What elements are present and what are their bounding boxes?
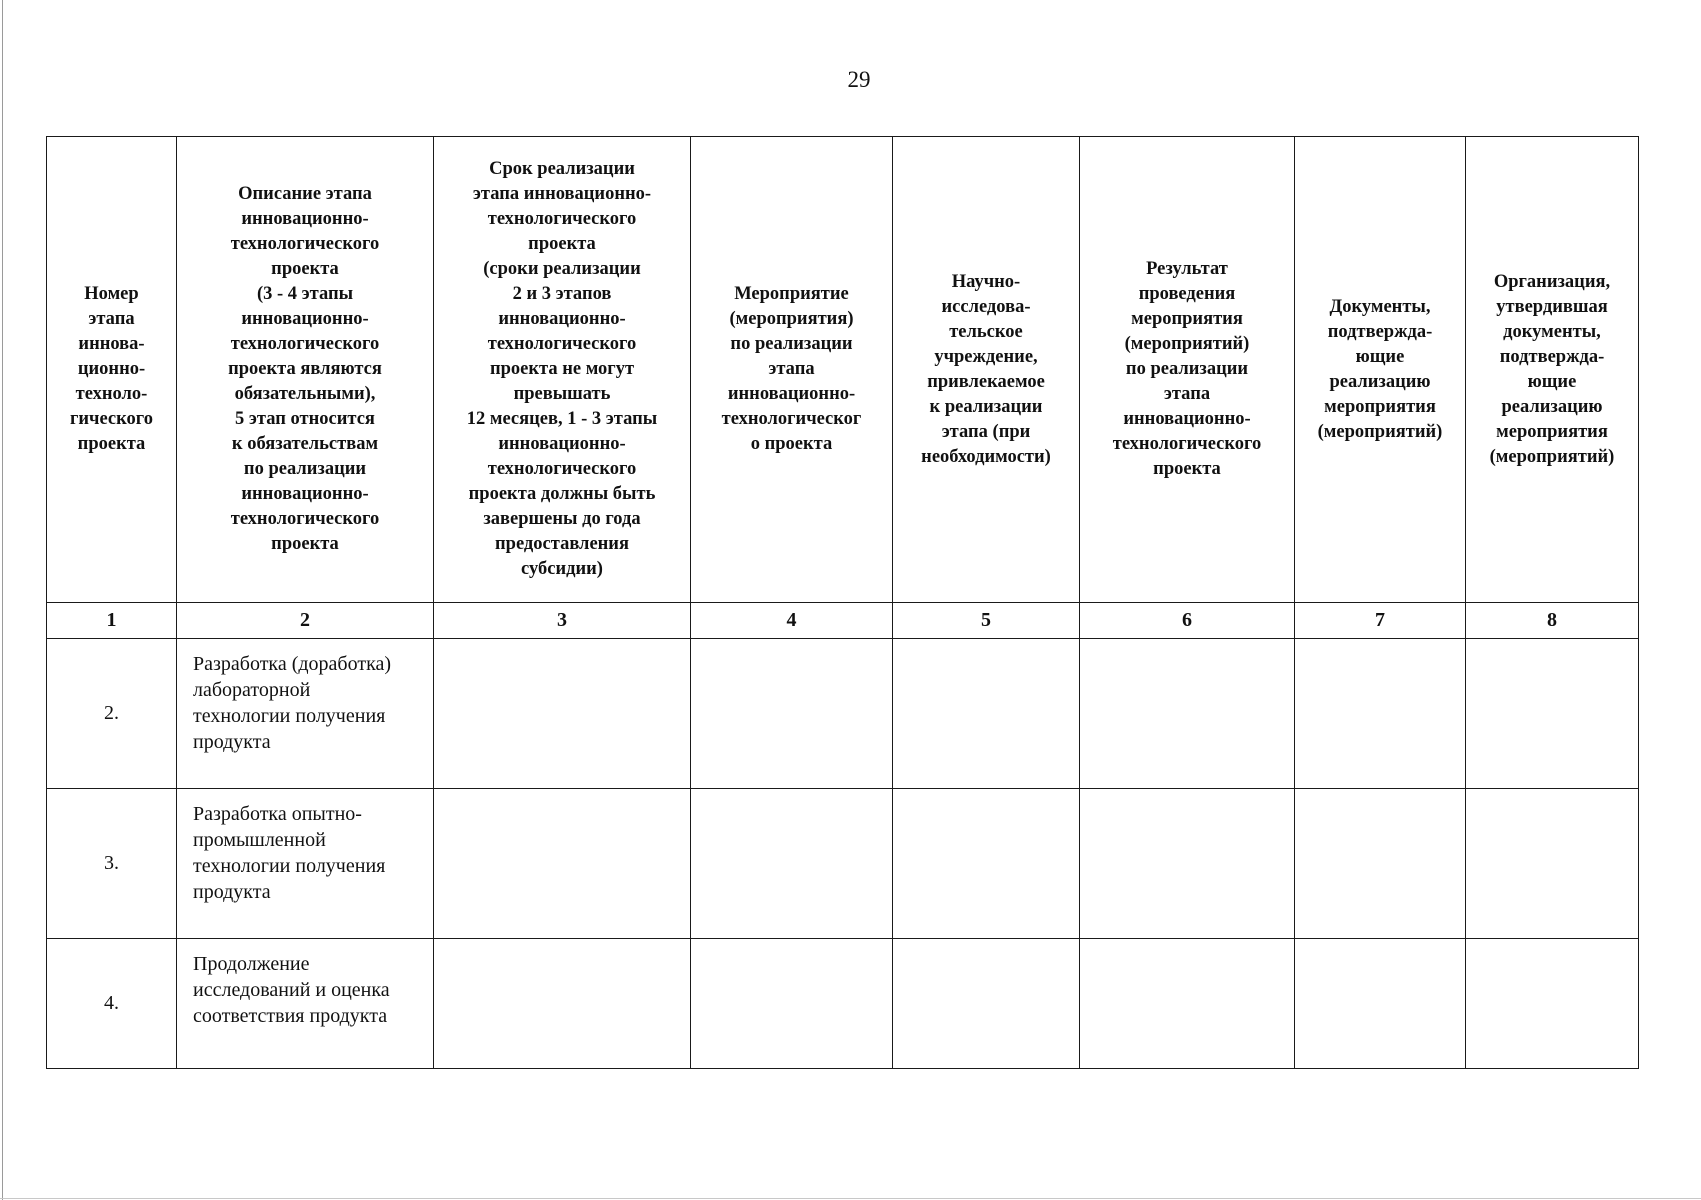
- column-number: 2: [177, 603, 434, 639]
- header-research-institution: Научно- исследова- тельское учреждение, привлекаемое к реализации этапа (при необходимости): [893, 137, 1080, 603]
- stage-description-cell: Разработка опытно- промышленной технологии получения продукта: [177, 789, 434, 939]
- empty-cell: [691, 939, 893, 1069]
- empty-cell: [434, 939, 691, 1069]
- column-number: 3: [434, 603, 691, 639]
- empty-cell: [691, 789, 893, 939]
- stage-description-cell: Разработка (доработка) лабораторной технологии получения продукта: [177, 639, 434, 789]
- empty-cell: [1466, 639, 1639, 789]
- header-approving-organization: Организация, утвердившая документы, подтвержда- ющие реализацию мероприятия (мероприятий): [1466, 137, 1639, 603]
- column-number: 5: [893, 603, 1080, 639]
- scan-edge-bottom: [0, 1198, 1701, 1199]
- project-stages-table: [46, 136, 1639, 1069]
- page-number: 29: [847, 67, 871, 92]
- empty-cell: [1295, 789, 1466, 939]
- empty-cell: [1080, 939, 1295, 1069]
- column-number-row: [47, 603, 1639, 639]
- header-stage-number: Номер этапа иннова- ционно- техноло- гического проекта: [47, 137, 177, 603]
- header-activity-result: Результат проведения мероприятия (мероприятий) по реализации этапа инновационно- технологического проекта: [1080, 137, 1295, 603]
- empty-cell: [893, 639, 1080, 789]
- table-row: [47, 789, 1639, 939]
- column-number: 7: [1295, 603, 1466, 639]
- empty-cell: [1466, 789, 1639, 939]
- empty-cell: [1466, 939, 1639, 1069]
- table-row: [47, 639, 1639, 789]
- stage-number-cell: 3.: [47, 789, 177, 939]
- table-header-row: [47, 137, 1639, 603]
- empty-cell: [434, 639, 691, 789]
- empty-cell: [893, 939, 1080, 1069]
- scan-edge-left: [2, 0, 3, 1200]
- empty-cell: [1295, 939, 1466, 1069]
- empty-cell: [691, 639, 893, 789]
- stage-number-cell: 4.: [47, 939, 177, 1069]
- header-confirming-documents: Документы, подтвержда- ющие реализацию мероприятия (мероприятий): [1295, 137, 1466, 603]
- header-activity: Мероприятие (мероприятия) по реализации этапа инновационно- технологическог о проекта: [691, 137, 893, 603]
- table-row: [47, 939, 1639, 1069]
- column-number: 1: [47, 603, 177, 639]
- column-number: 6: [1080, 603, 1295, 639]
- empty-cell: [893, 789, 1080, 939]
- empty-cell: [1080, 639, 1295, 789]
- column-number: 8: [1466, 603, 1639, 639]
- empty-cell: [1080, 789, 1295, 939]
- empty-cell: [1295, 639, 1466, 789]
- column-number: 4: [691, 603, 893, 639]
- stage-number-cell: 2.: [47, 639, 177, 789]
- stage-description-cell: Продолжение исследований и оценка соответствия продукта: [177, 939, 434, 1069]
- header-stage-description: Описание этапа инновационно- технологического проекта (3 - 4 этапы инновационно- технологического проекта являются обязательными), 5 этап относится к обязательствам по реализации инновационно- технологического проекта: [177, 137, 434, 603]
- header-stage-deadline: Срок реализации этапа инновационно- технологического проекта (сроки реализации 2 и 3 этапов инновационно- технологического проекта не могут превышать 12 месяцев, 1 - 3 этапы инновационно- технологического проекта должны быть завершены до года предоставления субсидии): [434, 137, 691, 603]
- empty-cell: [434, 789, 691, 939]
